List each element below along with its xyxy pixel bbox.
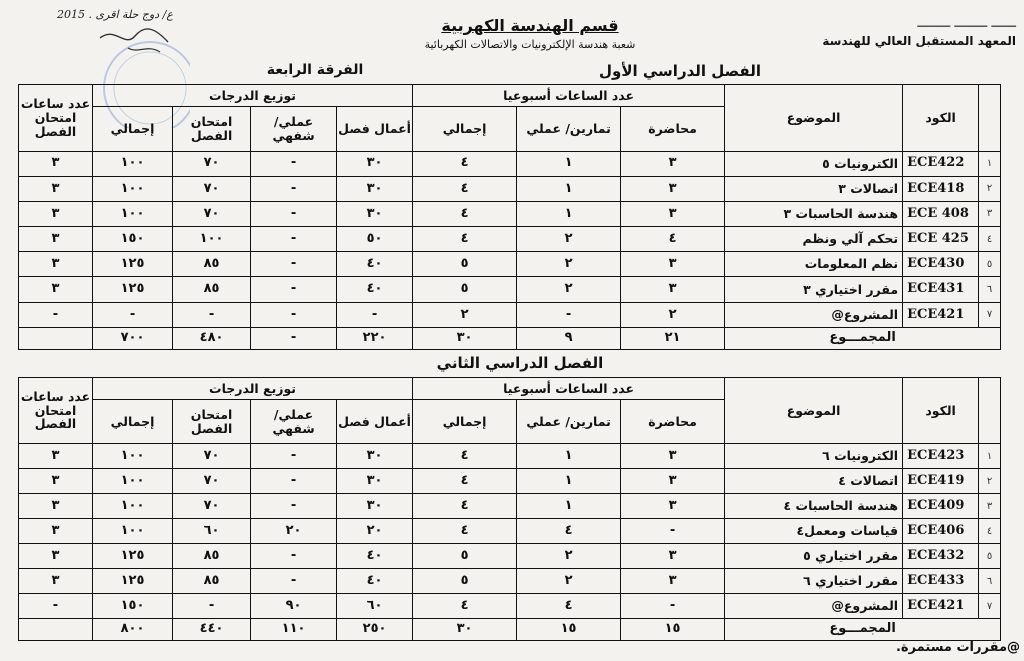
total-hours: ٤ [413, 151, 517, 176]
total-grade: ١٥٠ [93, 227, 173, 252]
exam-hours: - [19, 594, 93, 619]
code-header: الكود [903, 85, 979, 152]
course-row [19, 176, 1001, 201]
total-lecture: ١٥ [621, 619, 725, 641]
total-hours: ٣٠ [413, 327, 517, 349]
coursework-grade: ٤٠ [337, 252, 413, 277]
row-number: ٦ [979, 569, 1001, 594]
total-hours: ٤ [413, 176, 517, 201]
num-header [979, 85, 1001, 152]
semester1-title: الفصل الدراسي الأول [599, 62, 761, 80]
coursework-grade: ٦٠ [337, 594, 413, 619]
course-subject: تحكم آلي ونظم [725, 227, 903, 252]
exam-grade: ٧٠ [173, 201, 251, 226]
lecture-hours: ٣ [621, 176, 725, 201]
total-hours: ٢ [413, 302, 517, 327]
tutorial-hours: ١ [517, 494, 621, 519]
exam-grade: - [173, 594, 251, 619]
coursework-grade: ٣٠ [337, 494, 413, 519]
exam-hours: ٣ [19, 519, 93, 544]
course-row [19, 277, 1001, 302]
coursework-grade: ٣٠ [337, 201, 413, 226]
total-grade: ١٢٥ [93, 252, 173, 277]
coursework-grade: ٥٠ [337, 227, 413, 252]
total-grade: ١٥٠ [93, 594, 173, 619]
total-lecture: ٢١ [621, 327, 725, 349]
row-number: ١ [979, 444, 1001, 469]
lecture-hours: ٣ [621, 444, 725, 469]
oral-grade: - [251, 302, 337, 327]
lecture-hours: ٣ [621, 494, 725, 519]
lecture-hours: ٣ [621, 544, 725, 569]
department-title: قسم الهندسة الكهربية [441, 16, 619, 35]
hours-total-header: إجمالي [413, 107, 517, 151]
total-exam-hours [19, 619, 93, 641]
exam-grade: ٧٠ [173, 151, 251, 176]
oral-header: عملي/ شفهي [251, 107, 337, 151]
oral-grade: - [251, 569, 337, 594]
exam-hours: ٣ [19, 569, 93, 594]
tutorial-hours: ١ [517, 444, 621, 469]
exam-grade: ٨٥ [173, 569, 251, 594]
tutorial-hours: ٢ [517, 569, 621, 594]
row-number: ٧ [979, 302, 1001, 327]
exam-grade: ٨٥ [173, 277, 251, 302]
total-oral: - [251, 327, 337, 349]
course-subject: الكترونيات ٦ [725, 444, 903, 469]
lecture-hours: ٣ [621, 469, 725, 494]
division-subtitle: شعبة هندسة الإلكترونيات والاتصالات الكهربائية [424, 38, 636, 51]
exam-grade: ٨٥ [173, 252, 251, 277]
oral-grade: - [251, 201, 337, 226]
exam-grade: ٧٠ [173, 469, 251, 494]
institute-block [822, 14, 1016, 50]
lecture-hours: - [621, 594, 725, 619]
code-header: الكود [903, 378, 979, 444]
total-hours: ٤ [413, 201, 517, 226]
semester1-body [19, 151, 1001, 327]
course-subject: الكترونيات ٥ [725, 151, 903, 176]
oral-grade: - [251, 252, 337, 277]
coursework-grade: ٣٠ [337, 176, 413, 201]
course-subject: نظم المعلومات [725, 252, 903, 277]
course-subject: مقرر اختياري ٥ [725, 544, 903, 569]
grades-header: توزيع الدرجات [93, 378, 413, 400]
exam-hours: ٣ [19, 252, 93, 277]
course-subject: هندسة الحاسبات ٣ [725, 201, 903, 226]
course-subject: اتصالات ٤ [725, 469, 903, 494]
exam-grade: ٧٠ [173, 494, 251, 519]
weekly-hours-header: عدد الساعات أسبوعيا [413, 378, 725, 400]
course-row [19, 302, 1001, 327]
course-code: ECE421 [903, 302, 979, 327]
total-exam: ٤٤٠ [173, 619, 251, 641]
lecture-hours: ٣ [621, 151, 725, 176]
exam-hours: - [19, 302, 93, 327]
course-row [19, 594, 1001, 619]
coursework-grade: ٤٠ [337, 569, 413, 594]
coursework-grade: ٣٠ [337, 444, 413, 469]
oral-grade: - [251, 494, 337, 519]
exam-grade: ١٠٠ [173, 227, 251, 252]
course-subject: المشروع@ [725, 594, 903, 619]
course-subject: المشروع@ [725, 302, 903, 327]
exam-hours-header: عدد ساعات امتحان الفصل [19, 85, 93, 152]
exam-hours: ٣ [19, 151, 93, 176]
oral-grade: - [251, 544, 337, 569]
totals-row [19, 619, 1001, 641]
row-number: ٥ [979, 252, 1001, 277]
institute-line-1: ــــــ ــــــــ ــــــــ [917, 16, 1016, 30]
subject-header: الموضوع [725, 85, 903, 152]
coursework-grade: ٣٠ [337, 469, 413, 494]
total-tutorial: ١٥ [517, 619, 621, 641]
exam-hours: ٣ [19, 544, 93, 569]
coursework-grade: ٤٠ [337, 544, 413, 569]
header-row-1 [19, 85, 1001, 107]
total-hours: ٥ [413, 277, 517, 302]
oral-grade: - [251, 176, 337, 201]
total-hours: ٤ [413, 519, 517, 544]
footnote: @مقررات مستمرة. [895, 640, 1020, 655]
total-hours: ٤ [413, 594, 517, 619]
exam-hours-header: عدد ساعات امتحان الفصل [19, 378, 93, 444]
lecture-hours: ٣ [621, 569, 725, 594]
semester2-body [19, 444, 1001, 619]
course-code: ECE431 [903, 277, 979, 302]
oral-header: عملي/ شفهي [251, 400, 337, 444]
tutorial-hours: ١ [517, 151, 621, 176]
lecture-hours: ٣ [621, 277, 725, 302]
grades-header: توزيع الدرجات [93, 85, 413, 107]
total-grade: ١٠٠ [93, 201, 173, 226]
total-grade: ١٢٥ [93, 277, 173, 302]
course-code: ECE 408 [903, 201, 979, 226]
signature-scribble-2 [128, 48, 160, 52]
total-hours: ٤ [413, 469, 517, 494]
coursework-grade: ٢٠ [337, 519, 413, 544]
total-exam: ٤٨٠ [173, 327, 251, 349]
row-number: ٥ [979, 544, 1001, 569]
header-row-1 [19, 378, 1001, 400]
exam-grade: ٧٠ [173, 444, 251, 469]
total-grade: ١٠٠ [93, 494, 173, 519]
final-exam-header: امتحان الفصل [173, 400, 251, 444]
course-subject: اتصالات ٣ [725, 176, 903, 201]
course-row [19, 444, 1001, 469]
total-grade: ١٠٠ [93, 469, 173, 494]
course-code: ECE423 [903, 444, 979, 469]
tutorial-hours: ٤ [517, 594, 621, 619]
lecture-hours: ٣ [621, 201, 725, 226]
tutorial-hours: ١ [517, 176, 621, 201]
total-grade: ١٠٠ [93, 519, 173, 544]
coursework-header: أعمال فصل [337, 107, 413, 151]
course-row [19, 227, 1001, 252]
exam-grade: - [173, 302, 251, 327]
course-code: ECE 425 [903, 227, 979, 252]
course-subject: هندسة الحاسبات ٤ [725, 494, 903, 519]
totals-label: المجمـــوع [725, 327, 1001, 349]
signature-note: ع/ دوج حلة اقرى . 2015 [57, 8, 173, 21]
total-hours: ٤ [413, 444, 517, 469]
grades-total-header: إجمالي [93, 107, 173, 151]
total-oral: ١١٠ [251, 619, 337, 641]
total-exam-hours [19, 327, 93, 349]
exam-hours: ٣ [19, 444, 93, 469]
lecture-hours: ٤ [621, 227, 725, 252]
total-hours: ٥ [413, 252, 517, 277]
total-grade: ١٠٠ [93, 176, 173, 201]
total-tutorial: ٩ [517, 327, 621, 349]
course-code: ECE421 [903, 594, 979, 619]
lecture-header: محاضرة [621, 400, 725, 444]
tutorial-hours: ١ [517, 201, 621, 226]
total-coursework: ٢٢٠ [337, 327, 413, 349]
total-grade: ١٠٠ [93, 151, 173, 176]
coursework-grade: ٤٠ [337, 277, 413, 302]
weekly-hours-header: عدد الساعات أسبوعيا [413, 85, 725, 107]
course-subject: قياسات ومعمل٤ [725, 519, 903, 544]
row-number: ٢ [979, 469, 1001, 494]
lecture-hours: ٢ [621, 302, 725, 327]
subject-header: الموضوع [725, 378, 903, 444]
tutorial-hours: ٢ [517, 277, 621, 302]
course-code: ECE430 [903, 252, 979, 277]
grades-total-header: إجمالي [93, 400, 173, 444]
course-row [19, 252, 1001, 277]
totals-label: المجمـــوع [725, 619, 1001, 641]
course-code: ECE433 [903, 569, 979, 594]
lecture-header: محاضرة [621, 107, 725, 151]
course-code: ECE409 [903, 494, 979, 519]
tutorial-hours: ٢ [517, 544, 621, 569]
tutorial-hours: ٢ [517, 252, 621, 277]
row-number: ١ [979, 151, 1001, 176]
total-hours: ٤ [413, 494, 517, 519]
exam-hours: ٣ [19, 469, 93, 494]
total-grade: ١٢٥ [93, 544, 173, 569]
semester2-title: الفصل الدراسي الثاني [436, 354, 604, 372]
row-number: ٣ [979, 201, 1001, 226]
num-header [979, 378, 1001, 444]
coursework-grade: ٣٠ [337, 151, 413, 176]
totals-row [19, 327, 1001, 349]
total-grade: - [93, 302, 173, 327]
exam-grade: ٧٠ [173, 176, 251, 201]
row-number: ٧ [979, 594, 1001, 619]
course-code: ECE406 [903, 519, 979, 544]
total-grade: ١٢٥ [93, 569, 173, 594]
total-coursework: ٢٥٠ [337, 619, 413, 641]
year-label: الفرقة الرابعة [266, 62, 364, 78]
row-number: ٤ [979, 227, 1001, 252]
tutorial-hours: - [517, 302, 621, 327]
tutorial-header: تمارين/ عملي [517, 107, 621, 151]
course-subject: مقرر اختياري ٦ [725, 569, 903, 594]
course-code: ECE419 [903, 469, 979, 494]
course-code: ECE418 [903, 176, 979, 201]
hours-total-header: إجمالي [413, 400, 517, 444]
lecture-hours: - [621, 519, 725, 544]
lecture-hours: ٣ [621, 252, 725, 277]
course-code: ECE432 [903, 544, 979, 569]
exam-grade: ٨٥ [173, 544, 251, 569]
oral-grade: - [251, 277, 337, 302]
course-subject: مقرر اختياري ٣ [725, 277, 903, 302]
coursework-grade: - [337, 302, 413, 327]
total-grades: ٨٠٠ [93, 619, 173, 641]
course-row [19, 469, 1001, 494]
tutorial-hours: ٢ [517, 227, 621, 252]
oral-grade: ٢٠ [251, 519, 337, 544]
course-row [19, 519, 1001, 544]
oral-grade: - [251, 227, 337, 252]
final-exam-header: امتحان الفصل [173, 107, 251, 151]
total-hours: ٣٠ [413, 619, 517, 641]
tutorial-header: تمارين/ عملي [517, 400, 621, 444]
course-code: ECE422 [903, 151, 979, 176]
total-hours: ٤ [413, 227, 517, 252]
semester1-table [18, 84, 1001, 350]
row-number: ٢ [979, 176, 1001, 201]
exam-hours: ٣ [19, 201, 93, 226]
row-number: ٦ [979, 277, 1001, 302]
course-row [19, 544, 1001, 569]
total-hours: ٥ [413, 569, 517, 594]
course-row [19, 151, 1001, 176]
coursework-header: أعمال فصل [337, 400, 413, 444]
oral-grade: - [251, 151, 337, 176]
course-row [19, 569, 1001, 594]
exam-hours: ٣ [19, 176, 93, 201]
total-grade: ١٠٠ [93, 444, 173, 469]
signature-scribble [100, 29, 168, 42]
tutorial-hours: ١ [517, 469, 621, 494]
exam-hours: ٣ [19, 277, 93, 302]
institute-name: المعهد المستقبل العالي للهندسة [822, 34, 1016, 48]
row-number: ٣ [979, 494, 1001, 519]
exam-hours: ٣ [19, 227, 93, 252]
oral-grade: - [251, 469, 337, 494]
row-number: ٤ [979, 519, 1001, 544]
oral-grade: ٩٠ [251, 594, 337, 619]
course-row [19, 201, 1001, 226]
exam-hours: ٣ [19, 494, 93, 519]
tutorial-hours: ٤ [517, 519, 621, 544]
total-hours: ٥ [413, 544, 517, 569]
oral-grade: - [251, 444, 337, 469]
total-grades: ٧٠٠ [93, 327, 173, 349]
semester2-table [18, 377, 1001, 641]
exam-grade: ٦٠ [173, 519, 251, 544]
course-row [19, 494, 1001, 519]
